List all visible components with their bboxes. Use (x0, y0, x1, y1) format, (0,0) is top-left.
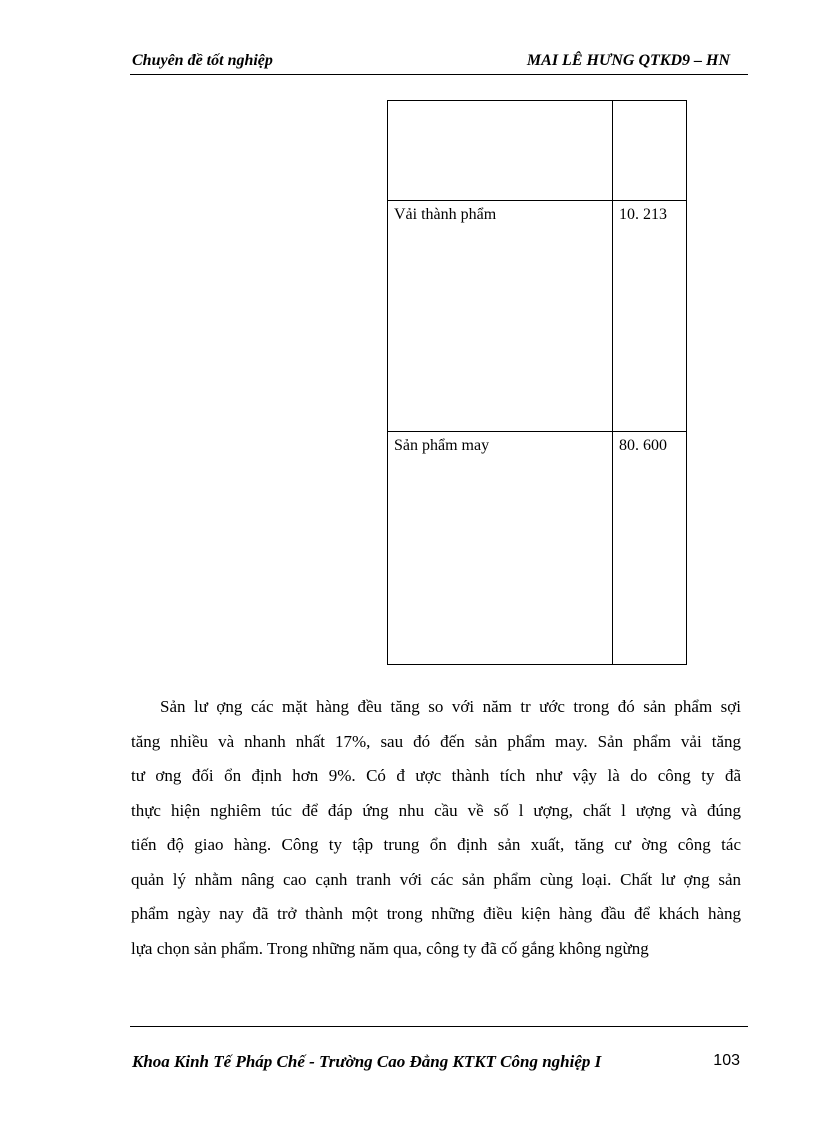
footer-rule (130, 1026, 748, 1027)
page-footer (130, 1026, 748, 1071)
data-table (387, 100, 687, 665)
table-cell-value: 10. 213 (613, 201, 687, 432)
paragraph-line: quản lý nhằm nâng cao cạnh tranh với các sản phẩm cùng loại. Chất lư ợng sản (131, 869, 741, 889)
table-cell-label: Sản phẩm may (388, 432, 613, 665)
paragraph-line: tiến độ giao hàng. Công ty tập trung ổn định sản xuất, tăng cư ờng công tác (131, 835, 741, 854)
paragraph-line: lựa chọn sản phẩm. Trong những năm qua, công ty đã cố gắng không ngừng (131, 938, 649, 958)
table-cell-value: 80. 600 (613, 432, 687, 665)
paragraph-line: Sản lư ợng các mặt hàng đều tăng so với năm tr ước trong đó sản phẩm sợi (160, 697, 741, 716)
header-rule (130, 74, 748, 75)
footer-text: Khoa Kinh Tế Pháp Chế - Trường Cao Đẳng KTKT Công nghiệp I (132, 1052, 602, 1071)
table-row (388, 201, 687, 432)
table-row (388, 101, 687, 201)
paragraph-line: tư ơng đối ổn định hơn 9%. Có đ ược thành tích như vậy là do công ty đã (131, 766, 741, 785)
page-header (130, 52, 748, 74)
paragraph-line: phẩm ngày nay đã trở thành một trong những điều kiện hàng đầu để khách hàng (131, 904, 741, 923)
header-title: Chuyên đề tốt nghiệp (132, 52, 273, 69)
table-cell-value (613, 101, 687, 201)
header-author: MAI LÊ HƯNG QTKD9 – HN (526, 52, 730, 69)
table-cell-label: Vải thành phẩm (388, 201, 613, 432)
page-number: 103 (713, 1052, 740, 1069)
paragraph-line: tăng nhiều và nhanh nhất 17%, sau đó đến sản phẩm may. Sản phẩm vải tăng (131, 731, 741, 751)
table-cell-label (388, 101, 613, 201)
body-paragraph (131, 690, 741, 966)
paragraph-line: thực hiện nghiêm túc để đáp ứng nhu cầu về số l ượng, chất l ượng và đúng (131, 800, 741, 820)
table-row (388, 432, 687, 665)
